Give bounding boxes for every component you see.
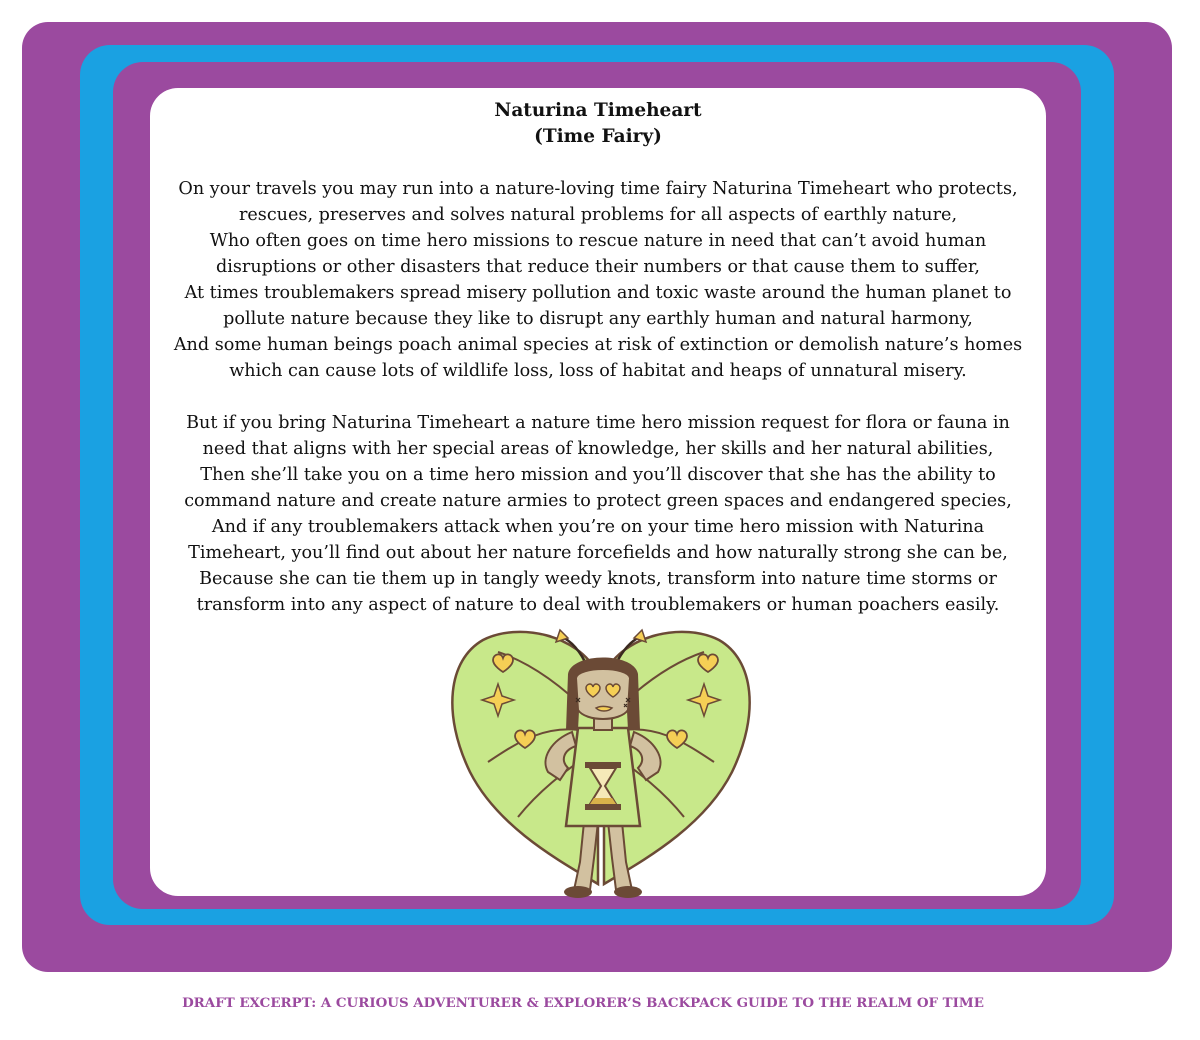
character-name: Naturina Timeheart bbox=[494, 100, 702, 121]
footer-caption: DRAFT EXCERPT: A CURIOUS ADVENTURER & EXPLORER’S BACKPACK GUIDE TO THE REALM OF TIME bbox=[182, 995, 984, 1011]
description-paragraph-2 bbox=[150, 410, 1046, 618]
text-line: need that aligns with her special areas of knowledge, her skills and her natural abilities, bbox=[202, 439, 994, 459]
text-line: disruptions or other disasters that reduce their numbers or that cause them to suffer, bbox=[216, 257, 980, 277]
text-line: Timeheart, you’ll find out about her nature forcefields and how naturally strong she can be, bbox=[188, 543, 1008, 563]
text-line: pollute nature because they like to disrupt any earthly human and natural harmony, bbox=[223, 309, 973, 329]
text-line: Because she can tie them up in tangly weedy knots, transform into nature time storms or bbox=[199, 569, 997, 589]
text-line: On your travels you may run into a nature-loving time fairy Naturina Timeheart who protects, bbox=[178, 179, 1018, 199]
text-line: And some human beings poach animal species at risk of extinction or demolish nature’s homes bbox=[173, 335, 1023, 355]
description-paragraph-1 bbox=[150, 176, 1046, 384]
text-line: transform into any aspect of nature to deal with troublemakers or human poachers easily. bbox=[196, 595, 1000, 615]
page-title bbox=[150, 98, 1046, 150]
text-line: Then she’ll take you on a time hero mission and you’ll discover that she has the ability to bbox=[200, 465, 996, 485]
text-line: But if you bring Naturina Timeheart a nature time hero mission request for flora or fauna in bbox=[186, 413, 1010, 433]
text-line: And if any troublemakers attack when you’re on your time hero mission with Naturina bbox=[211, 517, 985, 537]
text-line: rescues, preserves and solves natural problems for all aspects of earthly nature, bbox=[238, 205, 958, 225]
text-line: Who often goes on time hero missions to rescue nature in need that can’t avoid human bbox=[209, 231, 987, 251]
character-subtitle: (Time Fairy) bbox=[534, 126, 662, 147]
text-line: command nature and create nature armies to protect green spaces and endangered species, bbox=[184, 491, 1012, 511]
fairy-illustration bbox=[448, 622, 758, 904]
text-line: At times troublemakers spread misery pollution and toxic waste around the human planet to bbox=[184, 283, 1012, 303]
text-line: which can cause lots of wildlife loss, loss of habitat and heaps of unnatural misery. bbox=[229, 361, 967, 381]
